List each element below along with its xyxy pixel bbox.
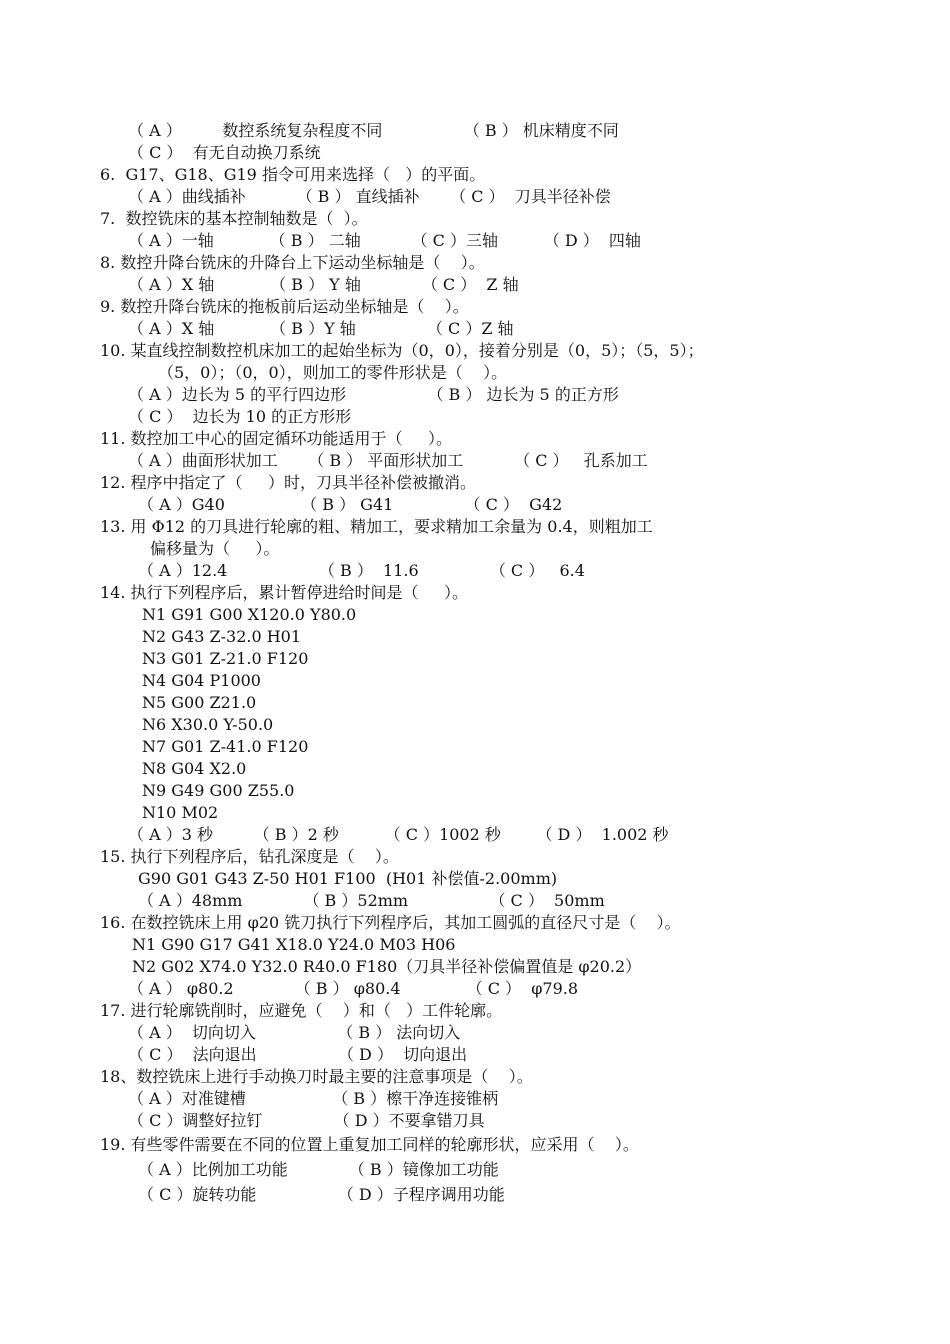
- option-line: （ A ）3 秒 （ B ）2 秒 （ C ）1002 秒 （ D ） 1.002 秒: [128, 825, 669, 844]
- question-line: 10. 某直线控制数控机床加工的起始坐标为（0，0），接着分别是（0，5）；（5，5）；: [100, 341, 704, 360]
- question-line: 16. 在数控铣床上用 φ20 铣刀执行下列程序后，其加工圆弧的直径尺寸是（ ）。: [100, 913, 681, 932]
- option-line: （ A ）X 轴 （ B ）Y 轴 （ C ）Z 轴: [128, 319, 514, 338]
- question-line: 9. 数控升降台铣床的拖板前后运动坐标轴是（ ）。: [100, 297, 469, 316]
- code-line: N10 M02: [142, 803, 219, 822]
- option-line: （ A ）对准键槽 （ B ）檫干净连接锥柄: [128, 1089, 499, 1108]
- code-line: N7 G01 Z-41.0 F120: [142, 737, 309, 756]
- option-line: （ A ）一轴 （ B ） 二轴 （ C ）三轴 （ D ） 四轴: [128, 231, 641, 250]
- question-line: 8. 数控升降台铣床的升降台上下运动坐标轴是（ ）。: [100, 253, 485, 272]
- question-line: 偏移量为（ ）。: [150, 539, 280, 558]
- question-line: 15. 执行下列程序后，钻孔深度是（ ）。: [100, 847, 399, 866]
- code-line: N8 G04 X2.0: [142, 759, 247, 778]
- code-line: N3 G01 Z-21.0 F120: [142, 649, 309, 668]
- question-line: （5，0）；（0，0），则加工的零件形状是（ ）。: [158, 363, 508, 382]
- question-line: 7. 数控铣床的基本控制轴数是（ ）。: [100, 209, 368, 228]
- option-line: （ A ） 切向切入 （ B ） 法向切入: [128, 1023, 461, 1042]
- question-line: 13. 用 Φ12 的刀具进行轮廓的粗、精加工，要求精加工余量为 0.4，则粗加工: [100, 517, 653, 536]
- code-line: N5 G00 Z21.0: [142, 693, 257, 712]
- question-line: 12. 程序中指定了（ ）时，刀具半径补偿被撤消。: [100, 473, 476, 492]
- code-line: N6 X30.0 Y-50.0: [142, 715, 274, 734]
- option-line: （ C ） 法向退出 （ D ） 切向退出: [128, 1045, 468, 1064]
- option-line: （ A ）G40 （ B ） G41 （ C ） G42: [138, 495, 563, 514]
- option-line: （ A ）48mm （ B ）52mm （ C ） 50mm: [138, 891, 605, 910]
- question-line: 19. 有些零件需要在不同的位置上重复加工同样的轮廓形状，应采用（ ）。: [100, 1135, 639, 1154]
- option-line: （ A ）12.4 （ B ） 11.6 （ C ） 6.4: [138, 561, 585, 580]
- option-line: （ A ）曲线插补 （ B ） 直线插补 （ C ） 刀具半径补偿: [128, 187, 611, 206]
- question-line: 11. 数控加工中心的固定循环功能适用于（ ）。: [100, 429, 452, 448]
- option-line: （ A ） φ80.2 （ B ） φ80.4 （ C ） φ79.8: [128, 979, 579, 998]
- option-line: （ A ）X 轴 （ B ） Y 轴 （ C ） Z 轴: [128, 275, 519, 294]
- question-line: 17. 进行轮廓铣削时，应避免（ ）和（ ）工件轮廓。: [100, 1001, 503, 1020]
- option-line: （ C ） 边长为 10 的正方形形: [128, 407, 352, 426]
- question-line: 6. G17、G18、G19 指令可用来选择（ ）的平面。: [100, 165, 486, 184]
- option-line: （ A ）曲面形状加工 （ B ） 平面形状加工 （ C ） 孔系加工: [128, 451, 648, 470]
- code-line: N1 G90 G17 G41 X18.0 Y24.0 M03 H06: [132, 935, 456, 954]
- code-line: N9 G49 G00 Z55.0: [142, 781, 295, 800]
- question-line: 18、数控铣床上进行手动换刀时最主要的注意事项是（ ）。: [100, 1067, 533, 1086]
- option-line: （ A ） 数控系统复杂程度不同 （ B ） 机床精度不同: [128, 121, 619, 140]
- question-line: 14. 执行下列程序后，累计暂停进给时间是（ ）。: [100, 583, 468, 602]
- option-line: （ C ）调整好拉钉 （ D ）不要拿错刀具: [128, 1111, 485, 1130]
- option-line: （ A ）边长为 5 的平行四边形 （ B ） 边长为 5 的正方形: [128, 385, 619, 404]
- code-line: N4 G04 P1000: [142, 671, 261, 690]
- code-line: N2 G02 X74.0 Y32.0 R40.0 F180（刀具半径补偿偏置值是 φ20.2）: [132, 957, 642, 976]
- option-line: （ C ）旋转功能 （ D ）子程序调用功能: [138, 1185, 505, 1204]
- option-line: （ C ） 有无自动换刀系统: [128, 143, 321, 162]
- code-line: N2 G43 Z-32.0 H01: [142, 627, 302, 646]
- option-line: （ A ）比例加工功能 （ B ）镜像加工功能: [138, 1160, 499, 1179]
- code-line: G90 G01 G43 Z-50 H01 F100 (H01 补偿值-2.00mm): [138, 869, 558, 888]
- code-line: N1 G91 G00 X120.0 Y80.0: [142, 605, 357, 624]
